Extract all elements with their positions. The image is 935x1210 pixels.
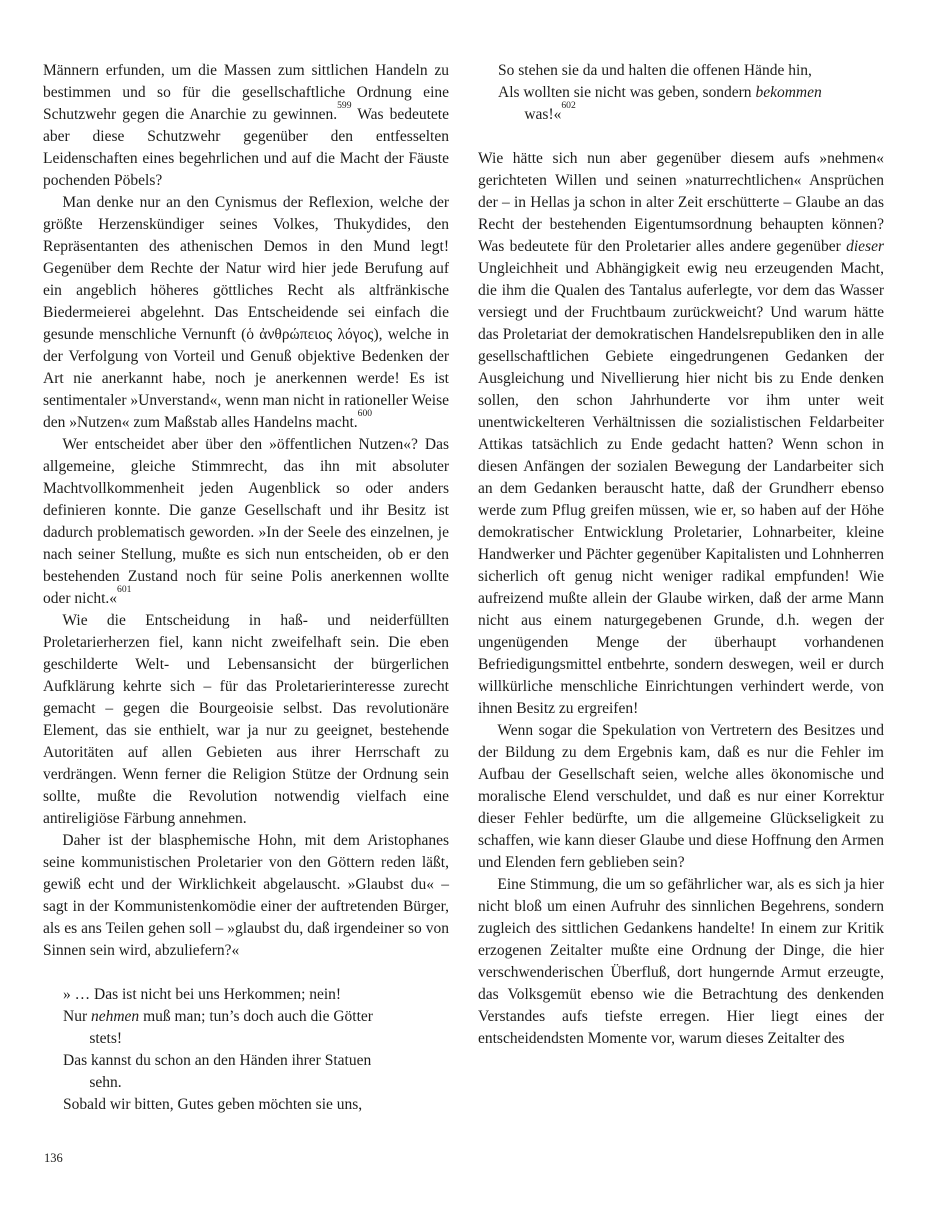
- text-run: Nur: [63, 1008, 91, 1025]
- verse-line: [498, 82, 884, 104]
- text-run: So stehen sie da und halten die offenen Hände hin,: [498, 62, 812, 79]
- body-paragraph: [43, 434, 449, 610]
- footnote-reference: 599: [337, 99, 352, 111]
- text-run: Als wollten sie nicht was geben, sondern: [498, 84, 756, 101]
- footnote-reference: 601: [117, 583, 132, 595]
- text-run: Was bedeutete aber diese Schutzwehr gegenüber den entfesselten Leidenschaften eines begehrlichen und auf die Macht der Fäuste pochenden Pöbels?: [43, 106, 449, 189]
- left-column: [43, 60, 449, 1138]
- footnote-reference: 602: [561, 99, 576, 111]
- text-run: Das kannst du schon an den Händen ihrer Statuen: [63, 1052, 372, 1069]
- body-paragraph: [478, 874, 884, 1050]
- verse-line: [63, 984, 449, 1006]
- body-paragraph: [43, 610, 449, 830]
- text-run: muß man; tun’s doch auch die Götter: [139, 1008, 373, 1025]
- footnote-reference: 600: [357, 407, 373, 419]
- text-run: was!«: [524, 106, 562, 123]
- verse-line: [63, 1072, 449, 1094]
- emphasized-text: bekommen: [755, 84, 822, 101]
- text-run: » … Das ist nicht bei uns Herkommen; nein!: [63, 986, 342, 1003]
- body-paragraph: [43, 192, 449, 434]
- verse-quotation-block: [63, 984, 449, 1116]
- text-run: Man denke nur an den Cynismus der Reflexion, welche der größte Herzenskündiger seines Volkes, Thukydides, den Repräsentanten des athenischen Demos in den Mund legt! Gegenüber dem Rechte der Natur wird hier jede Berufung auf ein angeblich höheres göttliches Recht als altfränkische Biedermeierei abgelehnt. Das Entscheidende sei einfach die gesunde menschliche Vernunft (ὁ ἀνθρώπειος λόγος), welche in der Verfolgung von Vorteil und Genuß objektive Bedenken der Art nie anerkannt habe, noch je anerkennen werde! Es ist sentimentaler »Unverstand«, wenn man nicht in rationeller Weise den »Nutzen« zum Maßstab alles Handelns macht.: [43, 194, 449, 431]
- verse-quotation-block: [498, 60, 884, 126]
- emphasized-text: nehmen: [90, 1008, 140, 1025]
- text-run: Eine Stimmung, die um so gefährlicher war, als es sich ja hier nicht bloß um einen Aufruhr des sinnlichen Begehrens, sondern zugleich des sittlichen Gedankens handelte! In einem zur Kritik erzogenen Zeitalter mußte eine Ordnung der Dinge, die hier verschwenderischen Überfluß, dort hungernde Armut erzeugte, das Volksgemüt ebenso wie die Betrachtung des denkenden Verstandes aufs tiefste erregen. Hier liegt eines der entscheidendsten Momente vor, warum dieses Zeitalter des: [478, 876, 884, 1047]
- text-run: Daher ist der blasphemische Hohn, mit dem Aristophanes seine kommunistischen Proletarier von den Göttern reden läßt, gewiß echt und der Wirklichkeit abgelauscht. »Glaubst du« – sagt in der Kommunistenkomödie einer der auftretenden Bürger, als es ans Teilen gehen soll – »glaubst du, daß irgendeiner so von Sinnen sein wird, abzuliefern?«: [43, 832, 449, 959]
- text-run: Sobald wir bitten, Gutes geben möchten sie uns,: [63, 1096, 363, 1113]
- text-run: Wer entscheidet aber über den »öffentlichen Nutzen«? Das allgemeine, gleiche Stimmrecht, das ihn mit absoluter Machtvollkommenheit jeden Augenblick so oder anders definieren konnte. Die ganze Gesellschaft und ihr Besitz ist dadurch problematisch geworden. »In der Seele des einzelnen, je nach seiner Stellung, mußte es sich nun entscheiden, ob er den bestehenden Zustand noch für seine Polis anerkennen wollte oder nicht.«: [43, 436, 449, 607]
- two-column-text-body: [43, 60, 892, 1138]
- text-run: Ungleichheit und Abhängigkeit ewig neu erzeugenden Macht, die ihm die Qualen des Tantalus auferlegte, vor dem das Wasser versiegt und der Fruchtbaum zurückweicht? Und warum hätte das Proletariat der demokratischen Handelsrepubliken den in alle gesellschaftlichen Gebiete eingedrungenen Gedanken der Ausgleichung und Nivellierung hier nicht bis zu Ende denken sollen, den schon Jahrhunderte vor ihm unter weit unentwickelteren Verhältnissen die sozialistischen Feldarbeiter Attikas tatsächlich zu Ende gedacht hatten? Wenn schon in diesen Anfängen der sozialen Bewegung der Landarbeiter sich an dem Gedanken berauscht hatte, daß der Grundherr ebenso werde zum Pflug greifen müssen, wie er, so haben auf der Höhe demokratischer Entwicklung Proletarier, Lohnarbeiter, kleine Handwerker und Pächter gegenüber Kapitalisten und Lohnherren sicherlich oft genug nicht weniger radikal empfunden! Wie aufreizend mußte allein der Glaube wirken, daß der arme Mann nicht aus einem naturgegebenen Grunde, d.h. wegen der ungenügenden Menge der überhaupt vorhandenen Befriedigungsmittel entbehrte, sondern deswegen, weil er durch willkürliche menschliche Einrichtungen verhindert werde, von ihnen Besitz zu ergreifen!: [478, 260, 884, 717]
- text-run: sehn.: [89, 1074, 122, 1091]
- page-number: 136: [44, 1151, 63, 1165]
- body-paragraph: [43, 60, 449, 192]
- body-paragraph: [43, 830, 449, 962]
- body-paragraph: [478, 720, 884, 874]
- verse-line: [498, 99, 884, 126]
- text-run: Männern erfunden, um die Massen zum sittlichen Handeln zu bestimmen und so für die gesellschaftliche Ordnung eine Schutzwehr gegen die Anarchie zu gewinnen.: [43, 62, 449, 123]
- body-paragraph: [478, 148, 884, 720]
- verse-line: [63, 1006, 449, 1028]
- text-run: Wie die Entscheidung in haß- und neiderfüllten Proletarierherzen fiel, kann nicht zweifelhaft sein. Die eben geschilderte Welt- und Lebensansicht der bürgerlichen Aufklärung kehrte sich – für das Proletarierinteresse zurecht gemacht – gegen die Bourgeoisie selbst. Das revolutionäre Element, das sie enthielt, war ja nur zu geeignet, bestehende Autoritäten auf allen Gebieten aus ihrer Herrschaft zu verdrängen. Wenn ferner die Religion Stütze der Ordnung sein sollte, mußte die Revolution notwendig vielfach eine antireligiöse Färbung annehmen.: [43, 612, 449, 827]
- right-column: [478, 60, 884, 1138]
- text-run: stets!: [89, 1030, 123, 1047]
- verse-line: [63, 1094, 449, 1116]
- text-run: Wenn sogar die Spekulation von Vertretern des Besitzes und der Bildung zu dem Ergebnis kam, daß es nur die Fehler im Aufbau der Gesellschaft seien, welche alles ökonomische und moralische Elend verschuldet, und daß es nur einer Korrektur dieser Fehler bedürfte, um die allgemeine Glückseligkeit zu schaffen, wie kann dieser Glaube und diese Hoffnung den Armen und Elenden fern geblieben sein?: [478, 722, 884, 871]
- verse-line: [498, 60, 884, 82]
- verse-line: [63, 1050, 449, 1072]
- emphasized-text: dieser: [846, 238, 884, 255]
- verse-line: [63, 1028, 449, 1050]
- text-run: Wie hätte sich nun aber gegenüber diesem aufs »nehmen« gerichteten Willen und seinen »naturrechtlichen« Ansprüchen der – in Hellas ja schon in alter Zeit erschütterte – Glaube an das Recht der bestehenden Eigentumsordnung behaupten können? Was bedeutete für den Proletarier alles andere gegenüber: [478, 150, 884, 255]
